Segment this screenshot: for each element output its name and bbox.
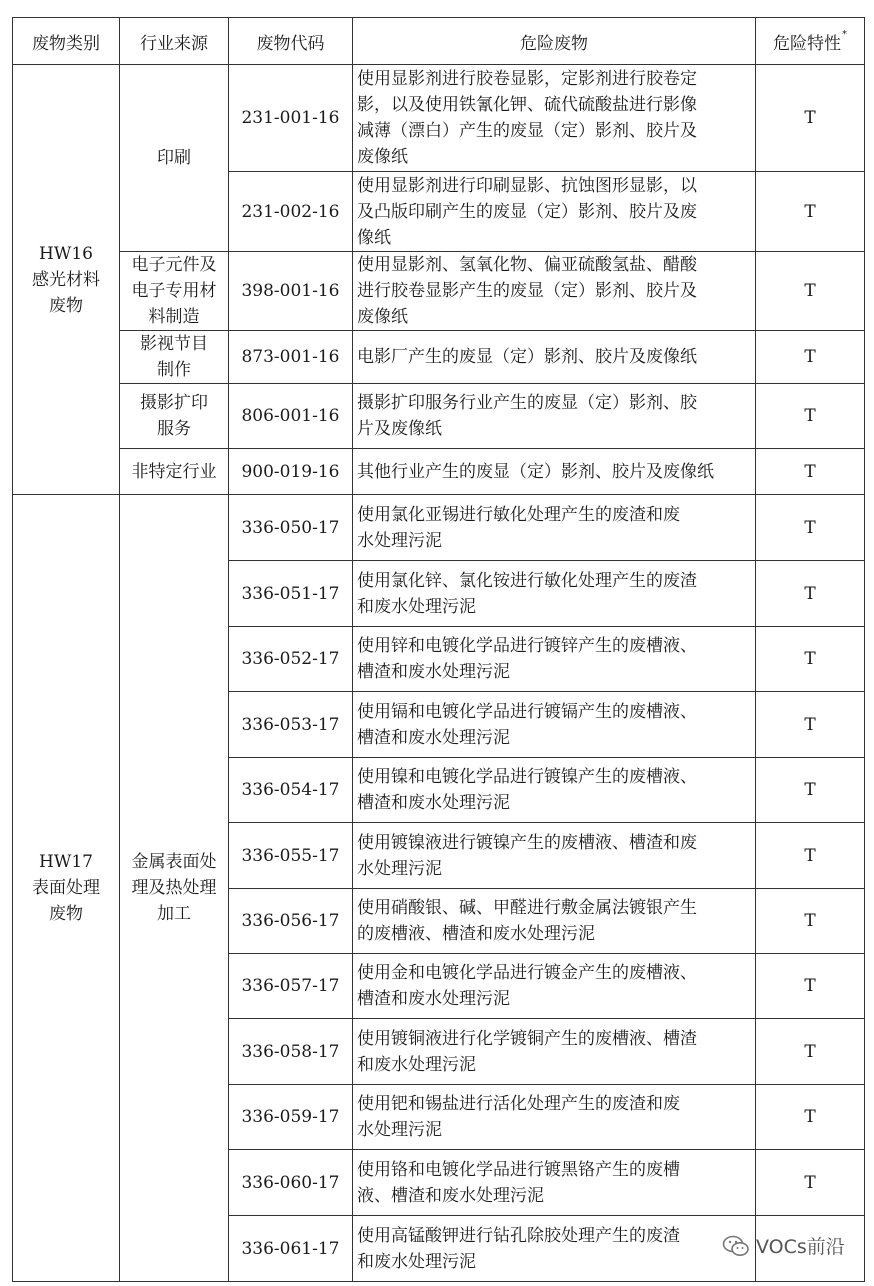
cell-line: HW16	[39, 243, 93, 264]
cell-line: 影视节目	[140, 334, 208, 354]
waste-description-cell	[353, 823, 756, 889]
characteristic-cell: T	[756, 692, 865, 758]
cell-line: 水处理污泥	[357, 858, 442, 879]
characteristic-cell: T	[756, 1085, 865, 1150]
characteristic-cell: T	[756, 758, 865, 823]
code-cell: 336-052-17	[229, 627, 353, 692]
code-cell: 336-056-17	[229, 889, 353, 954]
cell-line: 像纸	[357, 227, 391, 248]
cell-line: 槽渣和废水处理污泥	[357, 727, 510, 748]
characteristic-cell: T	[756, 627, 865, 692]
cell-line: 使用钯和锡盐进行活化处理产生的废渣和废	[357, 1094, 680, 1114]
waste-description-cell	[353, 1019, 756, 1085]
code-cell: 336-054-17	[229, 758, 353, 823]
waste-description-cell	[353, 449, 756, 495]
header-characteristic	[756, 18, 865, 65]
cell-line: 废物	[49, 904, 83, 924]
table-row	[13, 252, 865, 331]
category-cell	[13, 65, 120, 495]
cell-line: 使用氯化锌、氯化铵进行敏化处理产生的废渣	[357, 570, 697, 591]
cell-line: 加工	[157, 904, 191, 924]
cell-line: 理及热处理	[131, 878, 217, 898]
waste-description-cell	[353, 1085, 756, 1150]
code-cell: 900-019-16	[229, 449, 353, 495]
waste-description-cell	[353, 331, 756, 384]
waste-description-cell	[353, 561, 756, 627]
characteristic-cell: T	[756, 889, 865, 954]
watermark	[722, 1232, 845, 1259]
characteristic-cell: T	[756, 172, 865, 252]
waste-description-cell	[353, 1216, 756, 1282]
cell-line: 槽渣和废水处理污泥	[357, 989, 510, 1009]
cell-line: 和废水处理污泥	[357, 596, 476, 617]
waste-description-cell	[353, 252, 756, 331]
code-cell: 336-055-17	[229, 823, 353, 889]
waste-description-cell	[353, 1150, 756, 1216]
cell-line: 表面处理	[32, 878, 100, 898]
characteristic-cell: T	[756, 384, 865, 449]
table-row	[13, 331, 865, 384]
waste-description-cell	[353, 889, 756, 954]
characteristic-cell: T	[756, 252, 865, 331]
cell-line: HW17	[39, 852, 93, 872]
code-cell: 336-059-17	[229, 1085, 353, 1150]
table-row	[13, 449, 865, 495]
waste-description-cell	[353, 495, 756, 561]
source-cell	[120, 65, 229, 252]
characteristic-cell: T	[756, 65, 865, 172]
characteristic-cell: T	[756, 1150, 865, 1216]
cell-line: 槽渣和废水处理污泥	[357, 662, 510, 682]
header-source: 行业来源	[120, 18, 229, 65]
table-row	[13, 384, 865, 449]
cell-line: 片及废像纸	[357, 419, 442, 439]
source-cell	[120, 384, 229, 449]
cell-line: 槽渣和废水处理污泥	[357, 793, 510, 813]
cell-line: 印刷	[157, 148, 191, 168]
footnote-mark: *	[842, 28, 847, 40]
source-cell	[120, 252, 229, 331]
characteristic-cell: T	[756, 495, 865, 561]
cell-line: 使用硝酸银、碱、甲醛进行敷金属法镀银产生	[357, 898, 697, 918]
code-cell: 336-061-17	[229, 1216, 353, 1282]
code-cell: 336-058-17	[229, 1019, 353, 1085]
cell-line: 和废水处理污泥	[357, 1054, 476, 1075]
waste-description-cell	[353, 954, 756, 1019]
code-cell: 806-001-16	[229, 384, 353, 449]
cell-line: 料制造	[148, 307, 200, 327]
cell-line: 非特定行业	[131, 461, 217, 482]
cell-line: 使用显影剂、氢氧化物、偏亚硫酸氢盐、醋酸	[357, 255, 697, 275]
cell-line: 使用锌和电镀化学品进行镀锌产生的废槽液、	[357, 636, 697, 656]
cell-line: 制作	[157, 360, 191, 380]
cell-line: 使用镀铜液进行化学镀铜产生的废槽液、槽渣	[357, 1028, 697, 1049]
source-cell	[120, 449, 229, 495]
code-cell: 336-060-17	[229, 1150, 353, 1216]
source-cell	[120, 331, 229, 384]
cell-line: 感光材料	[32, 269, 100, 290]
cell-line: 摄影扩印	[140, 393, 208, 413]
table-row	[13, 65, 865, 172]
characteristic-cell: T	[756, 331, 865, 384]
cell-line: 减薄（漂白）产生的废显（定）影剂、胶片及	[357, 121, 697, 141]
watermark-text: VOCs前沿	[756, 1236, 845, 1258]
cell-line: 及凸版印刷产生的废显（定）影剂、胶片及废	[357, 201, 697, 222]
characteristic-cell: T	[756, 561, 865, 627]
code-cell: 231-002-16	[229, 172, 353, 252]
header-characteristic-label: 危险特性	[773, 33, 841, 54]
cell-line: 使用氯化亚锡进行敏化处理产生的废渣和废	[357, 504, 680, 525]
cell-line: 水处理污泥	[357, 530, 442, 551]
cell-line: 水处理污泥	[357, 1120, 442, 1140]
cell-line: 使用镀镍液进行镀镍产生的废槽液、槽渣和废	[357, 832, 697, 853]
cell-line: 进行胶卷显影产生的废显（定）影剂、胶片及	[357, 281, 697, 301]
characteristic-cell: T	[756, 449, 865, 495]
cell-line: 影，以及使用铁氰化钾、硫代硫酸盐进行影像	[357, 95, 697, 115]
cell-line: 使用显影剂进行印刷显影、抗蚀图形显影，以	[357, 175, 697, 196]
cell-line: 电影厂产生的废显（定）影剂、胶片及废像纸	[357, 347, 697, 367]
source-cell	[120, 495, 229, 1282]
cell-line: 使用高锰酸钾进行钻孔除胶处理产生的废渣	[357, 1225, 680, 1246]
cell-line: 电子专用材	[131, 281, 217, 301]
cell-line: 其他行业产生的废显（定）影剂、胶片及废像纸	[357, 461, 714, 482]
waste-description-cell	[353, 65, 756, 172]
code-cell: 336-053-17	[229, 692, 353, 758]
cell-line: 和废水处理污泥	[357, 1251, 476, 1272]
cell-line: 摄影扩印服务行业产生的废显（定）影剂、胶	[357, 393, 697, 413]
cell-line: 服务	[157, 419, 191, 439]
cell-line: 废像纸	[357, 147, 408, 167]
waste-description-cell	[353, 627, 756, 692]
cell-line: 使用镉和电镀化学品进行镀镉产生的废槽液、	[357, 701, 697, 722]
header-code: 废物代码	[229, 18, 353, 65]
header-waste: 危险废物	[353, 18, 756, 65]
characteristic-cell: T	[756, 823, 865, 889]
waste-description-cell	[353, 172, 756, 252]
waste-description-cell	[353, 758, 756, 823]
cell-line: 废像纸	[357, 307, 408, 327]
cell-line: 使用金和电镀化学品进行镀金产生的废槽液、	[357, 963, 697, 983]
cell-line: 液、槽渣和废水处理污泥	[357, 1185, 544, 1206]
waste-description-cell	[353, 384, 756, 449]
cell-line: 使用铬和电镀化学品进行镀黑铬产生的废槽	[357, 1159, 680, 1180]
category-cell	[13, 495, 120, 1282]
code-cell: 336-057-17	[229, 954, 353, 1019]
characteristic-cell: T	[756, 954, 865, 1019]
cell-line: 的废槽液、槽渣和废水处理污泥	[357, 924, 595, 944]
code-cell: 336-050-17	[229, 495, 353, 561]
wechat-icon	[722, 1234, 750, 1258]
code-cell: 398-001-16	[229, 252, 353, 331]
code-cell: 231-001-16	[229, 65, 353, 172]
table-row	[13, 495, 865, 561]
cell-line: 金属表面处	[131, 852, 217, 872]
cell-line: 电子元件及	[131, 255, 217, 275]
code-cell: 873-001-16	[229, 331, 353, 384]
cell-line: 使用镍和电镀化学品进行镀镍产生的废槽液、	[357, 767, 697, 787]
cell-line: 废物	[49, 295, 83, 316]
header-row	[13, 18, 865, 65]
waste-description-cell	[353, 692, 756, 758]
characteristic-cell: T	[756, 1019, 865, 1085]
code-cell: 336-051-17	[229, 561, 353, 627]
hazardous-waste-table	[12, 17, 865, 1282]
cell-line: 使用显影剂进行胶卷显影，定影剂进行胶卷定	[357, 69, 697, 89]
header-category: 废物类别	[13, 18, 120, 65]
